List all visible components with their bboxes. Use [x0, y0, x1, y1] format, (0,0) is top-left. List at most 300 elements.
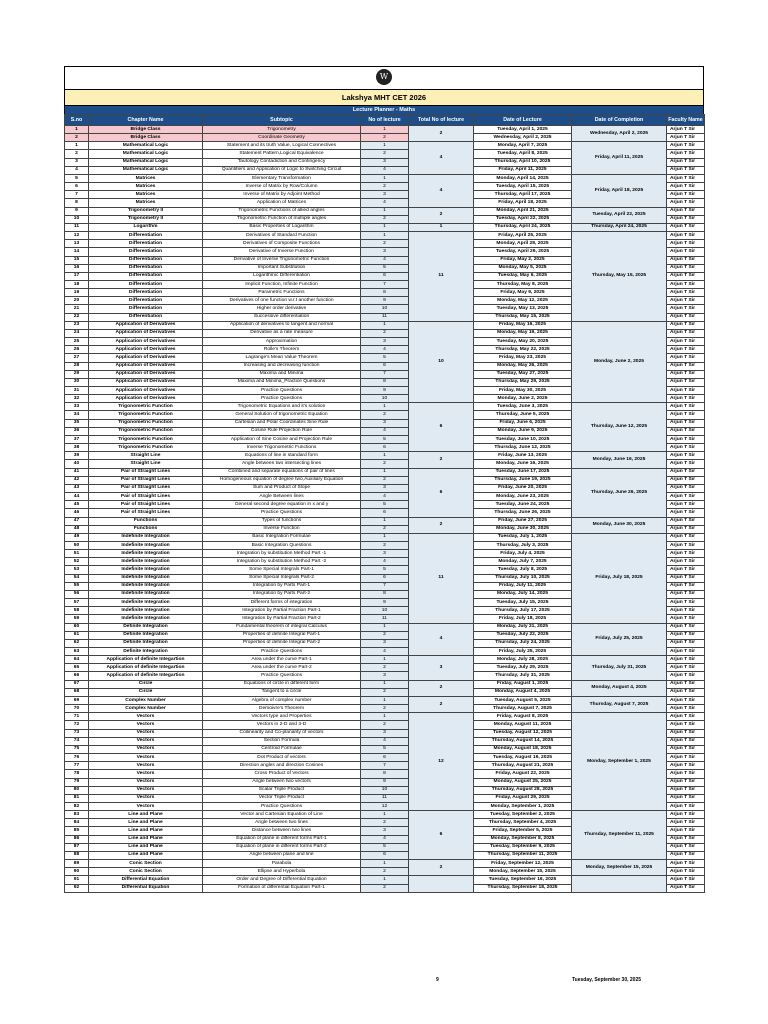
- lecture-date: Friday, May 9, 2025: [474, 289, 572, 297]
- lecture-number: 2: [361, 411, 409, 419]
- lecture-number: 4: [361, 493, 409, 501]
- table-row: [65, 517, 705, 525]
- lecture-date: Tuesday, April 29, 2025: [474, 248, 572, 256]
- total-lectures: 2: [409, 452, 474, 468]
- lecture-date: Thursday, August 28, 2025: [474, 786, 572, 794]
- lecture-date: Tuesday, April 22, 2025: [474, 215, 572, 223]
- lecture-date: Monday, June 16, 2025: [474, 460, 572, 468]
- serial-number: 3: [65, 158, 89, 166]
- table-row: [65, 680, 705, 688]
- serial-number: 66: [65, 672, 89, 680]
- faculty-name: Arjun T Sir: [667, 297, 705, 305]
- lecture-number: 1: [361, 174, 409, 182]
- chapter-name: Indefinite Integration: [89, 566, 203, 574]
- lecture-number: 1: [361, 696, 409, 704]
- lecture-date: Friday, July 25, 2025: [474, 648, 572, 656]
- lecture-number: 7: [361, 370, 409, 378]
- lecture-number: 2: [361, 183, 409, 191]
- subtopic: Vector and Cartesian Equation of Line: [203, 811, 361, 819]
- lecture-number: 8: [361, 378, 409, 386]
- faculty-name: Arjun T Sir: [667, 566, 705, 574]
- faculty-name: Arjun T Sir: [667, 272, 705, 280]
- serial-number: 9: [65, 207, 89, 215]
- serial-number: 11: [65, 223, 89, 231]
- chapter-name: Matrices: [89, 199, 203, 207]
- subtopic: Cosine Rule Projection Rule: [203, 427, 361, 435]
- subtopic: Approximation: [203, 338, 361, 346]
- serial-number: 45: [65, 501, 89, 509]
- faculty-name: Arjun T Sir: [667, 860, 705, 868]
- subtopic: Types of functions: [203, 517, 361, 525]
- chapter-name: Application of Derivatives: [89, 395, 203, 403]
- faculty-name: Arjun T Sir: [667, 460, 705, 468]
- faculty-name: Arjun T Sir: [667, 403, 705, 411]
- faculty-name: Arjun T Sir: [667, 370, 705, 378]
- serial-number: 58: [65, 607, 89, 615]
- subtopic: Cartesian and Polar Coordinates Sine Rule: [203, 419, 361, 427]
- subtopic: Angle between two lines: [203, 819, 361, 827]
- serial-number: 42: [65, 476, 89, 484]
- lecture-date: Thursday, May 22, 2025: [474, 346, 572, 354]
- faculty-name: Arjun T Sir: [667, 721, 705, 729]
- lecture-date: Thursday, August 14, 2025: [474, 737, 572, 745]
- subtopic: Increasing and decreasing function: [203, 362, 361, 370]
- faculty-name: Arjun T Sir: [667, 558, 705, 566]
- lecture-number: 1: [361, 142, 409, 150]
- table-row: [65, 623, 705, 631]
- lecture-number: 3: [361, 672, 409, 680]
- lecture-date: Tuesday, May 27, 2025: [474, 370, 572, 378]
- lecture-date: Monday, May 5, 2025: [474, 264, 572, 272]
- lecture-number: 4: [361, 256, 409, 264]
- lecture-date: Thursday, May 29, 2025: [474, 378, 572, 386]
- lecture-number: 1: [361, 403, 409, 411]
- subtopic: Integration by Partial Fraction Part-1: [203, 607, 361, 615]
- completion-date: Wednesday, April 2, 2025: [572, 126, 667, 142]
- chapter-name: Indefinite Integration: [89, 550, 203, 558]
- chapter-name: Line and Plane: [89, 811, 203, 819]
- lecture-date: Thursday, May 8, 2025: [474, 280, 572, 288]
- lecture-date: Thursday, June 12, 2025: [474, 444, 572, 452]
- serial-number: 12: [65, 232, 89, 240]
- lecture-number: 12: [361, 802, 409, 810]
- chapter-name: Conic Section: [89, 860, 203, 868]
- subtopic: Formation of differential Equation Part-1: [203, 884, 361, 892]
- lecture-number: 8: [361, 289, 409, 297]
- serial-number: 55: [65, 582, 89, 590]
- subtopic: Fundamental theorem of integral Calculus: [203, 623, 361, 631]
- chapter-name: Application of Derivatives: [89, 362, 203, 370]
- subtopic: Ellipse and Hyperbola: [203, 868, 361, 876]
- serial-number: 23: [65, 321, 89, 329]
- table-row: [65, 656, 705, 664]
- faculty-name: Arjun T Sir: [667, 827, 705, 835]
- chapter-name: Application of Derivatives: [89, 321, 203, 329]
- lecture-date: Monday, May 19, 2025: [474, 329, 572, 337]
- lecture-date: Friday, July 18, 2025: [474, 615, 572, 623]
- total-lectures: 2: [409, 696, 474, 712]
- chapter-name: Differentiation: [89, 232, 203, 240]
- subtopic: Distance between two lines: [203, 827, 361, 835]
- serial-number: 4: [65, 166, 89, 174]
- chapter-name: Application of definite Integartion: [89, 672, 203, 680]
- subtopic: Derivatives of one function w.r.t another function: [203, 297, 361, 305]
- completion-date: Monday, August 4, 2025: [572, 680, 667, 696]
- lecture-number: 6: [361, 362, 409, 370]
- total-lectures: 6: [409, 403, 474, 452]
- chapter-name: Circle: [89, 688, 203, 696]
- lecture-number: 1: [361, 876, 409, 884]
- serial-number: 37: [65, 435, 89, 443]
- serial-number: 70: [65, 705, 89, 713]
- faculty-name: Arjun T Sir: [667, 533, 705, 541]
- subtopic: Vectors in 2-D and 3-D: [203, 721, 361, 729]
- lecture-number: 1: [361, 656, 409, 664]
- subtopic: Practice Questions: [203, 802, 361, 810]
- lecture-date: Friday, August 29, 2025: [474, 794, 572, 802]
- lecture-number: 10: [361, 305, 409, 313]
- lecture-date: Monday, August 11, 2025: [474, 721, 572, 729]
- lecture-number: 2: [361, 460, 409, 468]
- faculty-name: Arjun T Sir: [667, 762, 705, 770]
- faculty-name: Arjun T Sir: [667, 664, 705, 672]
- completion-date: Monday, June 30, 2025: [572, 517, 667, 533]
- lecture-number: 2: [361, 631, 409, 639]
- lecture-date: Monday, September 1, 2025: [474, 802, 572, 810]
- chapter-name: Trigonometric Function: [89, 411, 203, 419]
- subtopic: Derivative of Inverse Function: [203, 248, 361, 256]
- lecture-number: 2: [361, 150, 409, 158]
- lecture-date: Monday, August 4, 2025: [474, 688, 572, 696]
- lecture-number: 9: [361, 778, 409, 786]
- serial-number: 90: [65, 868, 89, 876]
- subtopic: Angle between two vectors: [203, 778, 361, 786]
- lecture-date: Friday, August 22, 2025: [474, 770, 572, 778]
- subtopic: Practice Questions: [203, 387, 361, 395]
- table-row: [65, 321, 705, 329]
- subtopic: Successive differentiation: [203, 313, 361, 321]
- faculty-name: Arjun T Sir: [667, 346, 705, 354]
- faculty-name: Arjun T Sir: [667, 607, 705, 615]
- completion-date: Friday, April 18, 2025: [572, 174, 667, 207]
- subtopic: Application of Sine Cosine and Projection Rule: [203, 435, 361, 443]
- subtopic: Logarithmic Differentiation: [203, 272, 361, 280]
- chapter-name: Logarithm: [89, 223, 203, 231]
- chapter-name: Mathematical Logic: [89, 158, 203, 166]
- lecture-number: 1: [361, 232, 409, 240]
- lecture-date: Thursday, April 24, 2025: [474, 223, 572, 231]
- lecture-date: Tuesday, July 22, 2025: [474, 631, 572, 639]
- lecture-number: 9: [361, 387, 409, 395]
- lecture-number: 4: [361, 558, 409, 566]
- lecture-number: 1: [361, 126, 409, 134]
- subtopic: Equation of plane in different forms Part-1: [203, 835, 361, 843]
- chapter-name: Differentiation: [89, 256, 203, 264]
- chapter-name: Indefinite Integration: [89, 582, 203, 590]
- subtopic: Section Formula: [203, 737, 361, 745]
- serial-number: 31: [65, 387, 89, 395]
- chapter-name: Matrices: [89, 191, 203, 199]
- serial-number: 5: [65, 174, 89, 182]
- chapter-name: Trigonometric Function: [89, 403, 203, 411]
- chapter-name: Pair of Straight Lines: [89, 493, 203, 501]
- faculty-name: Arjun T Sir: [667, 705, 705, 713]
- lecture-number: 2: [361, 541, 409, 549]
- subtopic: Integration by substitution Method Part -1: [203, 550, 361, 558]
- chapter-name: Bridge Class: [89, 134, 203, 142]
- lecture-date: Monday, June 2, 2025: [474, 395, 572, 403]
- chapter-name: Differentiation: [89, 248, 203, 256]
- completion-date: Thursday, April 24, 2025: [572, 223, 667, 231]
- subtopic: Basic Integration Questions: [203, 541, 361, 549]
- faculty-name: Arjun T Sir: [667, 501, 705, 509]
- subtopic: Collinearity and Co-planarity of vectors: [203, 729, 361, 737]
- lecture-date: Thursday, August 7, 2025: [474, 705, 572, 713]
- col-header: Faculty Name: [667, 115, 705, 126]
- serial-number: 72: [65, 721, 89, 729]
- lecture-number: 2: [361, 721, 409, 729]
- chapter-name: Trigonometric Function: [89, 435, 203, 443]
- chapter-name: Vectors: [89, 770, 203, 778]
- subtopic: Integration by substitution Method Part -2: [203, 558, 361, 566]
- lecture-number: 6: [361, 272, 409, 280]
- chapter-name: Indefinite Integration: [89, 590, 203, 598]
- total-lectures: 10: [409, 321, 474, 403]
- lecture-number: 1: [361, 223, 409, 231]
- serial-number: 52: [65, 558, 89, 566]
- chapter-name: Differentiation: [89, 240, 203, 248]
- chapter-name: Pair of Straight Lines: [89, 484, 203, 492]
- faculty-name: Arjun T Sir: [667, 280, 705, 288]
- chapter-name: Matrices: [89, 174, 203, 182]
- chapter-name: Application of definite Integartion: [89, 656, 203, 664]
- serial-number: 75: [65, 745, 89, 753]
- total-lectures: 12: [409, 713, 474, 811]
- logo-row: [64, 66, 704, 89]
- table-row: [65, 142, 705, 150]
- chapter-name: Definite Integration: [89, 631, 203, 639]
- completion-date: Thursday, September 11, 2025: [572, 811, 667, 860]
- faculty-name: Arjun T Sir: [667, 134, 705, 142]
- subtopic: Properties of definite Integral Part-2: [203, 639, 361, 647]
- serial-number: 64: [65, 656, 89, 664]
- serial-number: 1: [65, 142, 89, 150]
- lecture-date: Friday, June 27, 2025: [474, 517, 572, 525]
- serial-number: 21: [65, 305, 89, 313]
- table-row: [65, 713, 705, 721]
- table-row: [65, 223, 705, 231]
- faculty-name: Arjun T Sir: [667, 142, 705, 150]
- serial-number: 69: [65, 696, 89, 704]
- chapter-name: Definite Integration: [89, 639, 203, 647]
- lecture-date: Monday, August 25, 2025: [474, 778, 572, 786]
- serial-number: 80: [65, 786, 89, 794]
- lecture-date: Tuesday, September 9, 2025: [474, 843, 572, 851]
- faculty-name: Arjun T Sir: [667, 623, 705, 631]
- serial-number: 36: [65, 427, 89, 435]
- lecture-number: 1: [361, 811, 409, 819]
- lecture-date: Monday, June 30, 2025: [474, 525, 572, 533]
- lecture-number: 2: [361, 329, 409, 337]
- lecture-date: Thursday, April 10, 2025: [474, 158, 572, 166]
- faculty-name: Arjun T Sir: [667, 599, 705, 607]
- serial-number: 88: [65, 851, 89, 859]
- lecture-number: 2: [361, 476, 409, 484]
- chapter-name: Definite Integration: [89, 623, 203, 631]
- serial-number: 48: [65, 525, 89, 533]
- chapter-name: Pair of Straight Lines: [89, 509, 203, 517]
- chapter-name: Indefinite Integration: [89, 541, 203, 549]
- lecture-number: 7: [361, 762, 409, 770]
- serial-number: 18: [65, 280, 89, 288]
- subtopic: Trigonometric Function of multiple angles: [203, 215, 361, 223]
- serial-number: 24: [65, 329, 89, 337]
- chapter-name: Indefinite Integration: [89, 533, 203, 541]
- subtopic: Demoivre's Theorem: [203, 705, 361, 713]
- subtopic: Homogeneous equation of degree two,Auxiliary Equation: [203, 476, 361, 484]
- subtopic: Integration by Parts Part-2: [203, 590, 361, 598]
- completion-date: Monday, September 15, 2025: [572, 860, 667, 876]
- faculty-name: Arjun T Sir: [667, 509, 705, 517]
- completion-date: Monday, June 16, 2025: [572, 452, 667, 468]
- serial-number: 26: [65, 346, 89, 354]
- faculty-name: Arjun T Sir: [667, 688, 705, 696]
- subtopic: Inverse Trigonometric Functions: [203, 444, 361, 452]
- serial-number: 73: [65, 729, 89, 737]
- lecture-date: Monday, August 18, 2025: [474, 745, 572, 753]
- lecture-date: Wednesday, April 2, 2025: [474, 134, 572, 142]
- lecture-number: 1: [361, 207, 409, 215]
- subtopic: Parabola: [203, 860, 361, 868]
- lecture-number: 3: [361, 158, 409, 166]
- subtopic: Angle between plane and line: [203, 851, 361, 859]
- chapter-name: Circle: [89, 680, 203, 688]
- serial-number: 2: [65, 134, 89, 142]
- lecture-date: Tuesday, July 8, 2025: [474, 566, 572, 574]
- table-row: [65, 860, 705, 868]
- serial-number: 13: [65, 240, 89, 248]
- lecture-date: Tuesday, April 1, 2025: [474, 126, 572, 134]
- lecture-date: Thursday, September 4, 2025: [474, 819, 572, 827]
- faculty-name: Arjun T Sir: [667, 868, 705, 876]
- chapter-name: Application of Derivatives: [89, 387, 203, 395]
- serial-number: 25: [65, 338, 89, 346]
- faculty-name: Arjun T Sir: [667, 656, 705, 664]
- subtopic: Integration by Partial Fraction Part-2: [203, 615, 361, 623]
- faculty-name: Arjun T Sir: [667, 639, 705, 647]
- lecture-date: Friday, April 18, 2025: [474, 199, 572, 207]
- lecture-number: 6: [361, 574, 409, 582]
- serial-number: 77: [65, 762, 89, 770]
- lecture-number: 1: [361, 860, 409, 868]
- chapter-name: Mathematical Logic: [89, 150, 203, 158]
- subtopic: Integration by Parts Part-1: [203, 582, 361, 590]
- faculty-name: Arjun T Sir: [667, 631, 705, 639]
- subtopic: Inverse Function: [203, 525, 361, 533]
- chapter-name: Functions: [89, 525, 203, 533]
- faculty-name: Arjun T Sir: [667, 174, 705, 182]
- faculty-name: Arjun T Sir: [667, 737, 705, 745]
- total-lectures: 3: [409, 656, 474, 680]
- chapter-name: Trigonometric Function: [89, 427, 203, 435]
- lecture-date: Thursday, July 10, 2025: [474, 574, 572, 582]
- faculty-name: Arjun T Sir: [667, 876, 705, 884]
- institute-logo-icon: W: [376, 69, 392, 85]
- faculty-name: Arjun T Sir: [667, 811, 705, 819]
- lecture-number: 1: [361, 713, 409, 721]
- serial-number: 86: [65, 835, 89, 843]
- subtopic: Equations of line in standard form: [203, 452, 361, 460]
- lecture-number: 2: [361, 884, 409, 892]
- serial-number: 30: [65, 378, 89, 386]
- chapter-name: Differentiation: [89, 264, 203, 272]
- serial-number: 50: [65, 541, 89, 549]
- subtopic: Practice Questions: [203, 395, 361, 403]
- lecture-number: 4: [361, 346, 409, 354]
- faculty-name: Arjun T Sir: [667, 648, 705, 656]
- table-row: [65, 468, 705, 476]
- table-row: [65, 403, 705, 411]
- lecture-date: Tuesday, August 5, 2025: [474, 696, 572, 704]
- lecture-date: Tuesday, June 10, 2025: [474, 435, 572, 443]
- lecture-number: 4: [361, 427, 409, 435]
- lecture-date: Friday, September 5, 2025: [474, 827, 572, 835]
- subtopic: Scalar Triple Product: [203, 786, 361, 794]
- faculty-name: Arjun T Sir: [667, 199, 705, 207]
- lecture-number: 2: [361, 664, 409, 672]
- lecture-date: Friday, July 4, 2025: [474, 550, 572, 558]
- lecture-number: 1: [361, 533, 409, 541]
- serial-number: 85: [65, 827, 89, 835]
- lecture-date: Monday, April 7, 2025: [474, 142, 572, 150]
- lecture-number: 2: [361, 688, 409, 696]
- col-header: Date of Lecture: [474, 115, 572, 126]
- serial-number: 71: [65, 713, 89, 721]
- serial-number: 91: [65, 876, 89, 884]
- subtopic: Application of Matrices: [203, 199, 361, 207]
- serial-number: 20: [65, 297, 89, 305]
- lecture-date: Tuesday, April 15, 2025: [474, 183, 572, 191]
- faculty-name: Arjun T Sir: [667, 541, 705, 549]
- subtopic: Practice Questions: [203, 648, 361, 656]
- subtopic: General second degree equation in x and y: [203, 501, 361, 509]
- serial-number: 17: [65, 272, 89, 280]
- lecture-date: Friday, April 25, 2025: [474, 232, 572, 240]
- chapter-name: Vectors: [89, 737, 203, 745]
- lecture-date: Thursday, August 21, 2025: [474, 762, 572, 770]
- serial-number: 92: [65, 884, 89, 892]
- lecture-date: Thursday, May 15, 2025: [474, 313, 572, 321]
- lecture-number: 1: [361, 517, 409, 525]
- lecture-number: 6: [361, 851, 409, 859]
- subtopic: Statement Pattern,Logical Equivalence: [203, 150, 361, 158]
- lecture-date: Friday, May 23, 2025: [474, 354, 572, 362]
- faculty-name: Arjun T Sir: [667, 770, 705, 778]
- subtopic: Trigonometry: [203, 126, 361, 134]
- lecture-date: Thursday, June 5, 2025: [474, 411, 572, 419]
- faculty-name: Arjun T Sir: [667, 207, 705, 215]
- faculty-name: Arjun T Sir: [667, 329, 705, 337]
- subtopic: Algebra of complex number: [203, 696, 361, 704]
- faculty-name: Arjun T Sir: [667, 574, 705, 582]
- subtopic: Centroid Formulae: [203, 745, 361, 753]
- faculty-name: Arjun T Sir: [667, 158, 705, 166]
- lecture-date: Monday, April 14, 2025: [474, 174, 572, 182]
- serial-number: 1: [65, 126, 89, 134]
- subtopic: Angle Between lines: [203, 493, 361, 501]
- subtopic: Trigonometric Equations and it's solution: [203, 403, 361, 411]
- lecture-number: 3: [361, 550, 409, 558]
